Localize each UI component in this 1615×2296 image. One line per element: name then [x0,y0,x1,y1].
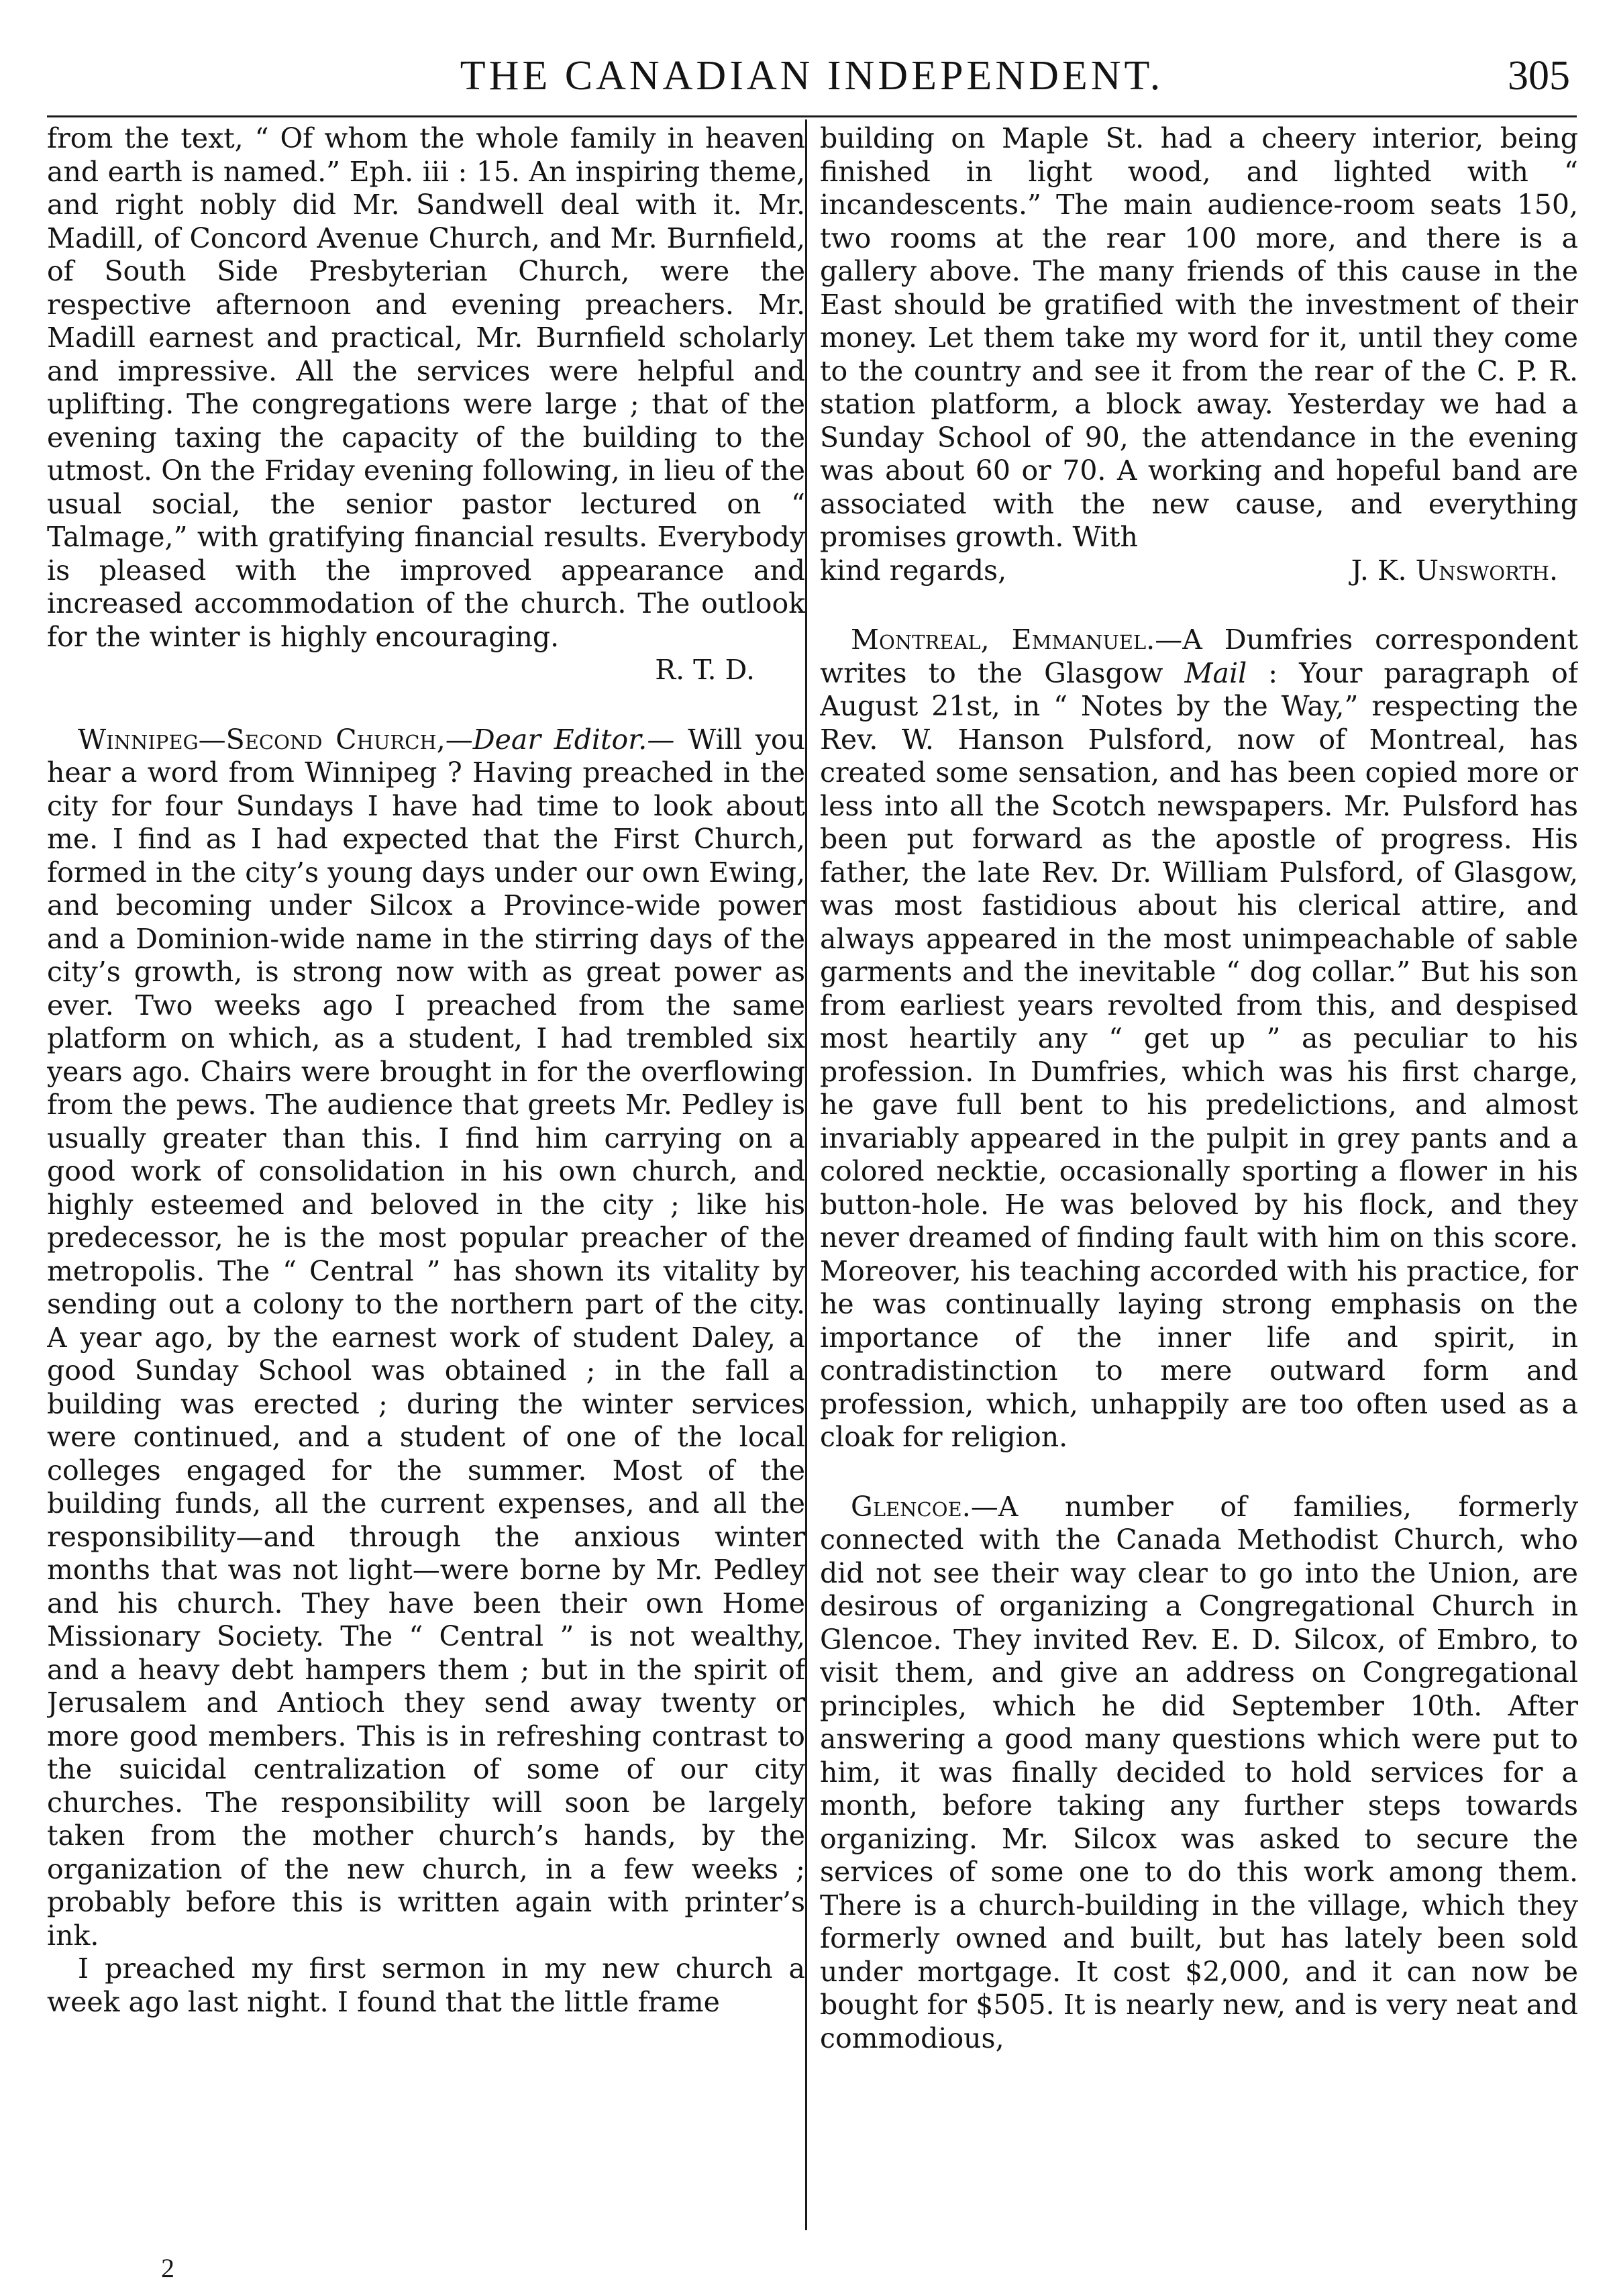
glencoe-heading: Glencoe. [851,1490,971,1523]
winnipeg-continuation: building on Maple St. had a cheery interior, being finished in light wood, and lighted with “ incandescents.” The main audience-room seats 150, two rooms at the rear 100 more, and there is a gallery above. The many friends of this cause in the East should be gratified with the investment of their money. Let them take my word for it, until they come to the country and see it from the rear of the C. P. R. station platform, a block away. Yesterday we had a Sunday School of 90, the attendance in the evening was about 60 or 70. A working and hopeful band are associated with the new cause, and everything promises growth. With [820,122,1578,553]
winnipeg-salutation: Dear Editor.— [472,723,675,756]
opening-paragraph: from the text, “ Of whom the whole family in heaven and earth is named.” Eph. iii : 15. An inspiring theme, and right nobly did Mr. Sandwell deal with it. Mr. Madill, of Concord Avenue Church, and Mr. Burnfield, of South Side Presbyterian Church, were the respective afternoon and evening preachers. Mr. Madill earnest and practical, Mr. Burnfield scholarly and impressive. All the services were helpful and uplifting. The congregations were large ; that of the evening taxing the capacity of the building to the utmost. On the Friday evening following, in lieu of the usual social, the senior pastor lectured on “ Talmage,” with gratifying financial results. Everybody is pleased with the improved appearance and increased accommodation of the church. The outlook for the winter is highly encouraging. [47,122,805,653]
glencoe-article [820,1491,1578,2056]
winnipeg-signature: J. K. Unsworth. [1351,554,1558,587]
winnipeg-signoff [820,554,1578,588]
left-column [47,122,805,2216]
winnipeg-closing: I preached my first sermon in my new church a week ago last night. I found that the little frame [47,1952,805,2018]
right-column [820,122,1578,2216]
header-rule [47,115,1577,117]
winnipeg-body: Will you hear a word from Winnipeg ? Having preached in the city for four Sundays I have had time to look about me. I find as I had expected that the First Church, formed in the city’s young days under our own Ewing, and becoming under Silcox a Province-wide power and a Dominion-wide name in the stirring days of the city’s growth, is strong now with as great power as ever. Two weeks ago I preached from the same platform on which, as a student, I had trembled six years ago. Chairs were brought in for the overflowing from the pews. The audience that greets Mr. Pedley is usually greater than this. I find him carrying on a good work of consolidation in his own church, and highly esteemed and beloved in the city ; like his predecessor, he is the most popular preacher of the metropolis. The “ Central ” has shown its vitality by sending out a colony to the northern part of the city. A year ago, by the earnest work of student Daley, a good Sunday School was obtained ; in the fall a building was erected ; during the winter services were continued, and a student of one of the local colleges engaged for the summer. Most of the building funds, all the current expenses, and all the responsibility—and through the anxious winter months that was not light—were borne by Mr. Pedley and his church. They have been their own Home Missionary Society. The “ Central ” is not wealthy, and a heavy debt hampers them ; but in the spirit of Jerusalem and Antioch they send away twenty or more good members. This is in refreshing contrast to the suicidal centralization of some of our city churches. The responsibility will soon be largely taken from the mother church’s hands, by the organization of the new church, in a few weeks ; probably before this is written again with printer’s ink. [47,723,805,1952]
page-number: 305 [1508,53,1570,99]
running-title: THE CANADIAN INDEPENDENT. [460,53,1164,99]
printer-signature-mark: 2 [161,2253,174,2283]
montreal-heading: Montreal, Emmanuel. [851,623,1155,656]
page-header [47,39,1577,113]
column-divider [805,119,807,2230]
winnipeg-article [47,723,805,1953]
winnipeg-heading: Winnipeg—Second Church,— [78,723,473,756]
montreal-intro: —A Dumfries correspondent writes to the Glasgow [820,623,1578,689]
glencoe-body: —A number of families, formerly connected with the Canada Methodist Church, who did not see their way clear to go into the Union, are desirous of organizing a Congregational Church in Glencoe. They invited Rev. E. D. Silcox, of Embro, to visit them, and give an address on Congregational principles, which he did September 10th. After answering a good many questions which were put to him, it was finally decided to hold services for a month, before taking any further steps towards organizing. Mr. Silcox was asked to secure the services of some one to do this work among them. There is a church-building in the village, which they formerly owned and built, but has lately been sold under mortgage. It cost $2,000, and it can now be bought for $505. It is nearly new, and is very neat and commodious, [820,1490,1578,2054]
closing-words: kind regards, [820,554,1007,587]
glasgow-mail-title: Mail [1184,656,1247,689]
opening-signature: R. T. D. [655,654,755,686]
montreal-article [820,623,1578,1454]
montreal-body: : Your paragraph of August 21st, in “ Notes by the Way,” respecting the Rev. W. Hanson Pulsford, now of Montreal, has created some sensation, and has been copied more or less into all the Scotch newspapers. Mr. Pulsford has been put forward as the apostle of progress. His father, the late Rev. Dr. William Pulsford, of Glasgow, was most fastidious about his clerical attire, and always appeared in the most unimpeachable of sable garments and the inevitable “ dog collar.” But his son from earliest years revolted from this, and despised most heartily any “ get up ” as peculiar to his profession. In Dumfries, which was his first charge, he gave full bent to his predelictions, and almost invariably appeared in the pulpit in grey pants and a colored necktie, occasionally sporting a flower in his button-hole. He was beloved by his flock, and they never dreamed of finding fault with him on this score. Moreover, his teaching accorded with his practice, for he was continually laying strong emphasis on the importance of the inner life and spirit, in contradistinction to mere outward form and profession, which, unhappily are too often used as a cloak for religion. [820,656,1578,1453]
